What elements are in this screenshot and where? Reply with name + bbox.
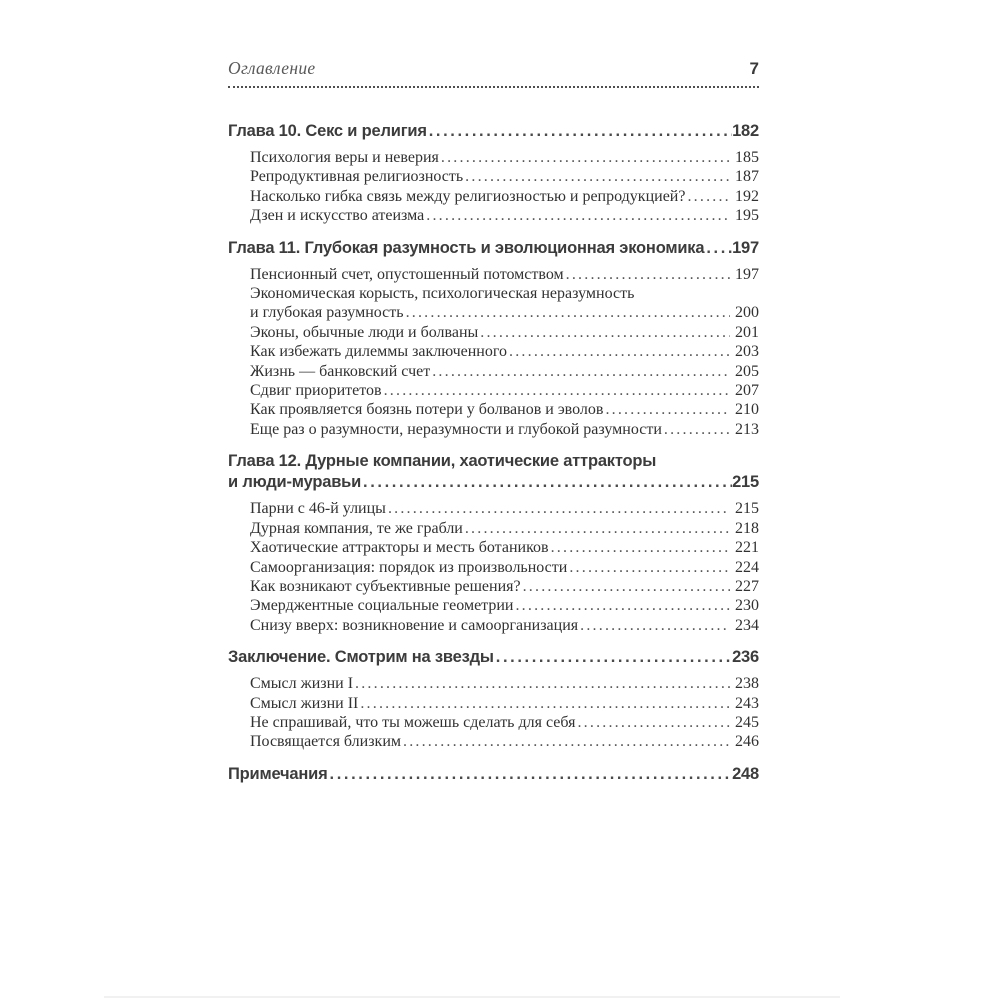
toc-entry-line bbox=[228, 238, 759, 259]
toc-entry-page: 238 bbox=[735, 675, 759, 693]
dot-leader bbox=[551, 538, 730, 557]
toc-sub-entry bbox=[228, 519, 759, 538]
toc-entry-page: 185 bbox=[735, 149, 759, 166]
toc-entry-title: Экономическая корысть, психологическая неразумность bbox=[250, 285, 635, 303]
toc-sub-entry bbox=[228, 596, 759, 615]
toc-entry-title: Как проявляется боязнь потери у болванов и эволов bbox=[250, 401, 604, 419]
running-header bbox=[228, 58, 759, 88]
toc-sub-entry bbox=[228, 577, 759, 596]
toc-entry-title: Парни с 46-й улицы bbox=[250, 500, 386, 518]
toc-entry-line bbox=[250, 558, 759, 577]
toc-entry-page: 243 bbox=[735, 694, 759, 712]
toc-entry-page: 245 bbox=[735, 713, 759, 731]
toc-entry-page: 224 bbox=[735, 558, 759, 576]
toc-entry-line bbox=[250, 323, 759, 342]
toc-entry-title: Как возникают субъективные решения? bbox=[250, 577, 521, 595]
toc-sub-entry bbox=[228, 420, 759, 439]
toc-entry-title: и глубокая разумность bbox=[250, 304, 404, 322]
toc-sub-entry bbox=[228, 342, 759, 361]
toc-entry-title: Насколько гибка связь между религиозностью и репродукцией? bbox=[250, 187, 686, 205]
toc-entry-title: Психология веры и неверия bbox=[250, 149, 439, 166]
dot-leader bbox=[388, 499, 730, 518]
toc-entry-page: 187 bbox=[735, 168, 759, 186]
dot-leader bbox=[465, 519, 730, 538]
toc-entry-line bbox=[250, 206, 759, 225]
toc-entry-page: 215 bbox=[732, 473, 759, 492]
toc-chapter-entry bbox=[228, 451, 759, 493]
dot-leader bbox=[360, 694, 730, 713]
toc-entry-line bbox=[228, 472, 759, 493]
toc-entry-page: 215 bbox=[735, 500, 759, 518]
toc-sub-entry bbox=[228, 284, 759, 323]
toc-sub-entry bbox=[228, 187, 759, 206]
toc-entry-title: Жизнь — банковский счет bbox=[250, 362, 431, 380]
toc-entry-page: 207 bbox=[735, 382, 759, 400]
toc-entry-line bbox=[250, 732, 759, 751]
toc-entry-title: Как избежать дилеммы заключенного bbox=[250, 343, 508, 361]
dot-leader bbox=[687, 187, 730, 206]
toc-entry-title: Эмерджентные социальные геометрии bbox=[250, 597, 514, 615]
toc-sub-entry bbox=[228, 148, 759, 167]
toc-entry-title: Еще раз о разумности, неразумности и глубокой разумности bbox=[250, 420, 662, 438]
toc-entry-title: и люди-муравьи bbox=[228, 473, 362, 492]
dot-leader bbox=[580, 616, 730, 635]
toc-sub-entry bbox=[228, 206, 759, 225]
toc-entry-page: 200 bbox=[735, 304, 759, 322]
dot-leader bbox=[577, 713, 730, 732]
toc-entry-line bbox=[250, 713, 759, 732]
toc-entry-line bbox=[228, 451, 759, 472]
toc-sub-entry bbox=[228, 694, 759, 713]
dot-leader bbox=[432, 362, 730, 381]
toc-entry-title: Снизу вверх: возникновение и самоорганизация bbox=[250, 616, 579, 634]
toc-entry-line bbox=[250, 499, 759, 518]
toc-entry-page: 192 bbox=[735, 187, 759, 205]
toc-sub-entry bbox=[228, 400, 759, 419]
toc-entry-title: Глава 10. Секс и религия bbox=[228, 122, 427, 140]
toc-chapter-entry bbox=[228, 764, 759, 785]
toc-entry-title: Примечания bbox=[228, 764, 328, 783]
page-number: 7 bbox=[749, 59, 759, 78]
dot-leader bbox=[330, 764, 733, 785]
toc-entry-page: 221 bbox=[735, 539, 759, 557]
book-page bbox=[228, 58, 759, 791]
toc-sub-entry bbox=[228, 265, 759, 284]
toc-entry-line bbox=[250, 342, 759, 361]
toc-entry-line bbox=[250, 303, 759, 322]
dot-leader bbox=[363, 472, 732, 493]
toc-entry-line bbox=[250, 265, 759, 284]
toc-list bbox=[228, 121, 759, 785]
dot-leader bbox=[355, 674, 730, 693]
toc-chapter-entry bbox=[228, 647, 759, 668]
toc-entry-title: Сдвиг приоритетов bbox=[250, 382, 382, 400]
toc-entry-title: Смысл жизни II bbox=[250, 694, 359, 712]
toc-sub-entry bbox=[228, 713, 759, 732]
toc-entry-title: Хаотические аттракторы и месть ботаников bbox=[250, 539, 549, 557]
toc-entry-page: 246 bbox=[735, 733, 759, 751]
toc-sub-entry bbox=[228, 674, 759, 693]
toc-entry-line bbox=[250, 577, 759, 596]
page-bottom-edge bbox=[104, 996, 840, 998]
dot-leader bbox=[426, 206, 730, 225]
toc-entry-line bbox=[250, 538, 759, 557]
toc-entry-page: 201 bbox=[735, 323, 759, 341]
dot-leader bbox=[465, 167, 730, 186]
toc-entry-page: 195 bbox=[735, 207, 759, 225]
toc-entry-line bbox=[250, 284, 759, 303]
toc-entry-page: 230 bbox=[735, 597, 759, 615]
toc-chapter-entry bbox=[228, 121, 759, 142]
dot-leader bbox=[566, 265, 730, 284]
toc-entry-page: 205 bbox=[735, 362, 759, 380]
toc-sub-entry bbox=[228, 558, 759, 577]
toc-entry-title: Дзен и искусство атеизма bbox=[250, 207, 425, 225]
toc-entry-page: 197 bbox=[732, 238, 759, 257]
toc-entry-line bbox=[250, 616, 759, 635]
toc-entry-page: 248 bbox=[732, 764, 759, 783]
toc-entry-page: 227 bbox=[735, 577, 759, 595]
toc-entry-title: Заключение. Смотрим на звезды bbox=[228, 648, 494, 667]
toc-entry-page: 218 bbox=[735, 519, 759, 537]
toc-entry-page: 213 bbox=[735, 420, 759, 438]
toc-entry-title: Репродуктивная религиозность bbox=[250, 168, 464, 186]
toc-entry-line bbox=[228, 121, 759, 142]
toc-entry-line bbox=[250, 519, 759, 538]
toc-entry-line bbox=[250, 694, 759, 713]
dot-leader bbox=[664, 420, 730, 439]
toc-sub-entry bbox=[228, 167, 759, 186]
toc-entry-line bbox=[250, 400, 759, 419]
toc-sub-entry bbox=[228, 499, 759, 518]
dot-leader bbox=[515, 596, 730, 615]
dot-leader bbox=[429, 121, 732, 142]
toc-entry-title: Смысл жизни I bbox=[250, 675, 354, 693]
toc-entry-line bbox=[250, 167, 759, 186]
dot-leader bbox=[569, 558, 730, 577]
toc-entry-line bbox=[250, 381, 759, 400]
toc-entry-line bbox=[250, 596, 759, 615]
toc-entry-line bbox=[250, 362, 759, 381]
dot-leader bbox=[509, 342, 730, 361]
dot-leader bbox=[480, 323, 730, 342]
toc-entry-page: 197 bbox=[735, 265, 759, 283]
toc-entry-page: 210 bbox=[735, 401, 759, 419]
toc-sub-entry bbox=[228, 362, 759, 381]
toc-entry-title: Посвящается близким bbox=[250, 733, 401, 751]
toc-entry-title: Эконы, обычные люди и болваны bbox=[250, 323, 479, 341]
toc-entry-line bbox=[250, 420, 759, 439]
dot-leader bbox=[706, 238, 732, 259]
toc-entry-title: Самоорганизация: порядок из произвольности bbox=[250, 558, 568, 576]
toc-entry-title: Пенсионный счет, опустошенный потомством bbox=[250, 265, 564, 283]
toc-entry-page: 182 bbox=[732, 122, 759, 140]
toc-chapter-entry bbox=[228, 238, 759, 259]
toc-entry-title: Глава 11. Глубокая разумность и эволюционная экономика bbox=[228, 238, 705, 257]
toc-sub-entry bbox=[228, 323, 759, 342]
toc-entry-title: Дурная компания, те же грабли bbox=[250, 519, 463, 537]
dot-leader bbox=[496, 647, 732, 668]
toc-sub-entry bbox=[228, 616, 759, 635]
toc-entry-line bbox=[250, 674, 759, 693]
toc-entry-title: Не спрашивай, что ты можешь сделать для себя bbox=[250, 713, 576, 731]
dot-leader bbox=[441, 148, 730, 167]
dot-leader bbox=[403, 732, 730, 751]
running-header-title: Оглавление bbox=[228, 58, 316, 78]
dot-leader bbox=[406, 303, 730, 322]
toc-sub-entry bbox=[228, 381, 759, 400]
toc-entry-page: 234 bbox=[735, 616, 759, 634]
dot-leader bbox=[523, 577, 730, 596]
toc-entry-line bbox=[228, 764, 759, 785]
toc-entry-line bbox=[250, 187, 759, 206]
toc-entry-line bbox=[228, 647, 759, 668]
toc-sub-entry bbox=[228, 732, 759, 751]
dot-leader bbox=[384, 381, 730, 400]
toc-entry-line bbox=[250, 148, 759, 167]
dot-leader bbox=[605, 400, 730, 419]
toc-entry-title: Глава 12. Дурные компании, хаотические аттракторы bbox=[228, 452, 657, 471]
toc-sub-entry bbox=[228, 538, 759, 557]
toc-entry-page: 203 bbox=[735, 343, 759, 361]
toc-entry-page: 236 bbox=[732, 648, 759, 667]
